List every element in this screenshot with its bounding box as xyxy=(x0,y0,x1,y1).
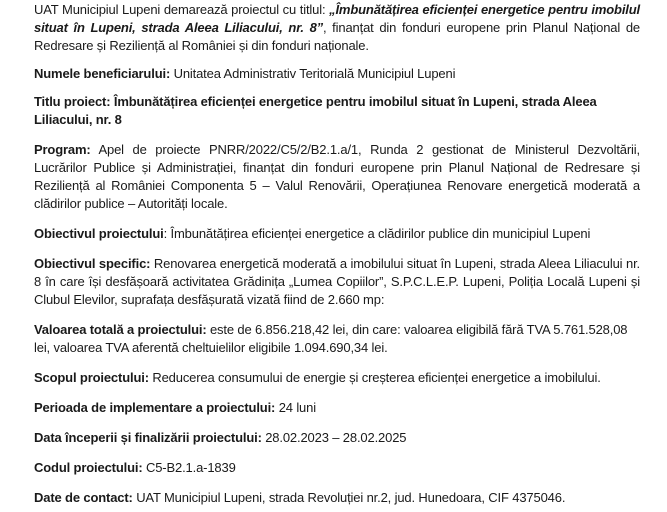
document-body xyxy=(34,1,640,507)
beneficiary-paragraph xyxy=(34,65,640,83)
code-paragraph xyxy=(34,459,640,477)
dates-value: 28.02.2023 – 28.02.2025 xyxy=(261,430,407,445)
dates-paragraph xyxy=(34,429,640,447)
period-value: 24 luni xyxy=(275,400,316,415)
specific-objective-paragraph xyxy=(34,255,640,309)
objective-label: Obiectivul proiectului xyxy=(34,226,164,241)
total-value-paragraph xyxy=(34,321,640,357)
code-label: Codul proiectului: xyxy=(34,460,143,475)
contact-label: Date de contact: xyxy=(34,490,133,505)
specific-objective-value: Renovarea energetică moderată a imobilului situat în Lupeni, strada Aleea Liliacului nr. 8 în care își desfășoară activitatea Grădinița „Lumea Copiilor”, S.P.C.L.E.P. Lupeni, Poliția Locală Lupeni și Clubul Elevilor, suprafața desfășurată vizată fiind de 2.660 mp: xyxy=(34,256,640,307)
total-value-value: este de 6.856.218,42 lei, din care: valoarea eligibilă fără TVA 5.761.528,08 lei, valoarea TVA aferentă cheltuielilor eligibile 1.094.690,34 lei. xyxy=(34,322,628,355)
code-value: C5-B2.1.a-1839 xyxy=(142,460,236,475)
intro-lead: UAT Municipiul Lupeni demarează proiectul cu titlul: xyxy=(34,2,330,17)
objective-value: : Îmbunătățirea eficienței energetice a clădirilor publice din municipiul Lupeni xyxy=(163,226,591,241)
dates-label: Data începerii și finalizării proiectului: xyxy=(34,430,262,445)
period-label: Perioada de implementare a proiectului: xyxy=(34,400,276,415)
contact-value: UAT Municipiul Lupeni, strada Revoluției nr.2, jud. Hunedoara, CIF 4375046. xyxy=(132,490,566,505)
program-label: Program: xyxy=(34,142,91,157)
objective-paragraph xyxy=(34,225,640,243)
scope-paragraph xyxy=(34,369,640,387)
intro-paragraph xyxy=(34,1,640,55)
program-paragraph xyxy=(34,141,640,213)
scope-value: Reducerea consumului de energie și creșterea eficienței energetice a imobilului. xyxy=(148,370,601,385)
project-title-label: Titlu proiect: xyxy=(34,94,111,109)
project-title-paragraph xyxy=(34,93,640,129)
scope-label: Scopul proiectului: xyxy=(34,370,149,385)
intro-tail: , finanțat din fonduri europene prin Planul Național de Redresare și Reziliență al României și din fonduri naționale. xyxy=(34,20,640,53)
specific-objective-label: Obiectivul specific: xyxy=(34,256,151,271)
beneficiary-value: Unitatea Administrativ Teritorială Municipiul Lupeni xyxy=(170,66,456,81)
contact-paragraph xyxy=(34,489,640,507)
intro-project-title: „Îmbunătățirea eficienței energetice pentru imobilul situat în Lupeni, strada Aleea Liliacului, nr. 8” xyxy=(34,2,641,35)
program-value: Apel de proiecte PNRR/2022/C5/2/B2.1.a/1, Runda 2 gestionat de Ministerul Dezvoltării, Lucrărilor Publice și Administrației, finanțat din fonduri europene prin Planul Național de Redresare și Reziliență al României Componenta 5 – Valul Renovării, Operațiunea Renovare energetică moderată a clădirilor publice – Autorități locale. xyxy=(34,142,640,211)
period-paragraph xyxy=(34,399,640,417)
total-value-label: Valoarea totală a proiectului: xyxy=(34,322,207,337)
project-title-value: Îmbunătățirea eficienței energetice pentru imobilul situat în Lupeni, strada Aleea Liliacului, nr. 8 xyxy=(34,94,597,127)
beneficiary-label: Numele beneficiarului: xyxy=(34,66,171,81)
